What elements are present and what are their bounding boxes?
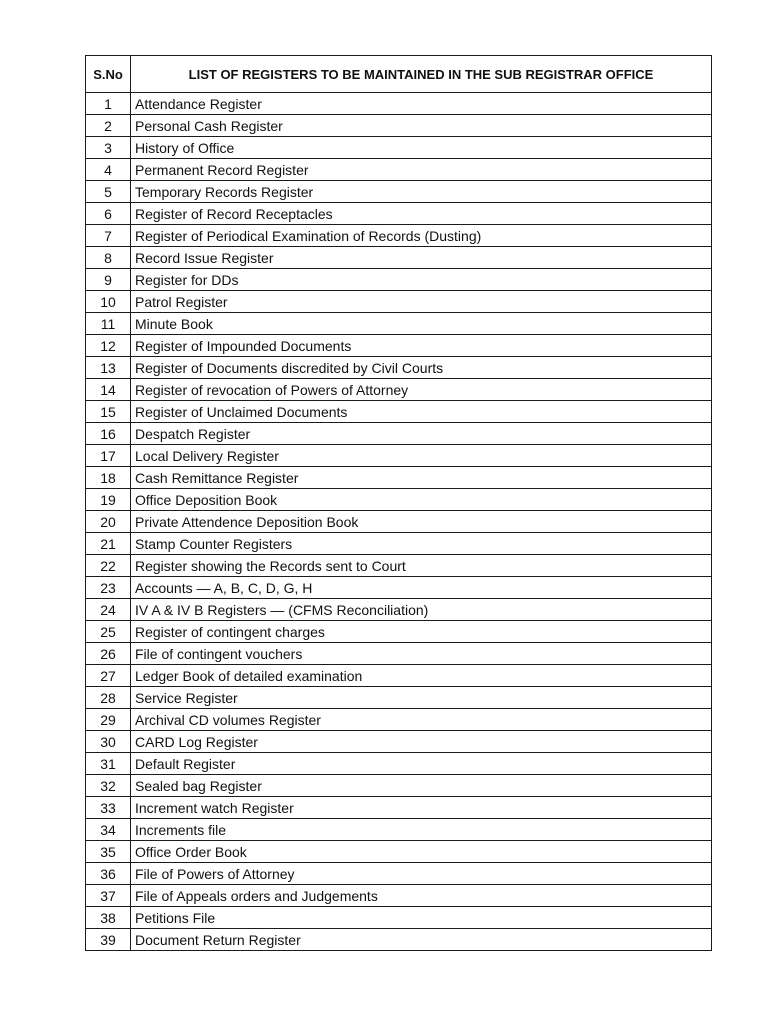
row-register-name: Stamp Counter Registers — [131, 533, 712, 555]
row-register-name: Archival CD volumes Register — [131, 709, 712, 731]
table-body — [86, 93, 712, 951]
row-register-name: Register of Documents discredited by Civil Courts — [131, 357, 712, 379]
row-sno: 11 — [86, 313, 131, 335]
row-register-name: Permanent Record Register — [131, 159, 712, 181]
row-register-name: Service Register — [131, 687, 712, 709]
row-register-name: Patrol Register — [131, 291, 712, 313]
row-register-name: Record Issue Register — [131, 247, 712, 269]
row-register-name: History of Office — [131, 137, 712, 159]
row-sno: 5 — [86, 181, 131, 203]
row-sno: 2 — [86, 115, 131, 137]
row-sno: 25 — [86, 621, 131, 643]
table-row — [86, 225, 712, 247]
row-sno: 32 — [86, 775, 131, 797]
row-sno: 12 — [86, 335, 131, 357]
table-row — [86, 247, 712, 269]
row-sno: 36 — [86, 863, 131, 885]
row-sno: 10 — [86, 291, 131, 313]
table-row — [86, 313, 712, 335]
row-sno: 4 — [86, 159, 131, 181]
table-row — [86, 731, 712, 753]
registers-table — [85, 55, 712, 951]
row-sno: 6 — [86, 203, 131, 225]
row-sno: 34 — [86, 819, 131, 841]
table-row — [86, 357, 712, 379]
table-row — [86, 797, 712, 819]
row-register-name: Register of Impounded Documents — [131, 335, 712, 357]
table-row — [86, 643, 712, 665]
row-register-name: Accounts — A, B, C, D, G, H — [131, 577, 712, 599]
table-row — [86, 467, 712, 489]
row-register-name: Register of Unclaimed Documents — [131, 401, 712, 423]
table-row — [86, 489, 712, 511]
row-sno: 17 — [86, 445, 131, 467]
table-row — [86, 885, 712, 907]
row-register-name: Personal Cash Register — [131, 115, 712, 137]
table-row — [86, 665, 712, 687]
header-row — [86, 56, 712, 93]
row-register-name: Sealed bag Register — [131, 775, 712, 797]
row-sno: 26 — [86, 643, 131, 665]
table-row — [86, 555, 712, 577]
row-register-name: Despatch Register — [131, 423, 712, 445]
table-row — [86, 137, 712, 159]
row-register-name: Register of revocation of Powers of Attorney — [131, 379, 712, 401]
row-register-name: Office Order Book — [131, 841, 712, 863]
row-sno: 38 — [86, 907, 131, 929]
table-header — [86, 56, 712, 93]
row-register-name: Temporary Records Register — [131, 181, 712, 203]
table-row — [86, 533, 712, 555]
row-sno: 8 — [86, 247, 131, 269]
row-register-name: Register of Periodical Examination of Records (Dusting) — [131, 225, 712, 247]
row-register-name: Attendance Register — [131, 93, 712, 115]
row-sno: 35 — [86, 841, 131, 863]
table-row — [86, 929, 712, 951]
row-sno: 18 — [86, 467, 131, 489]
row-register-name: Register of Record Receptacles — [131, 203, 712, 225]
header-sno: S.No — [86, 56, 131, 93]
table-row — [86, 577, 712, 599]
row-sno: 20 — [86, 511, 131, 533]
row-register-name: Ledger Book of detailed examination — [131, 665, 712, 687]
row-sno: 23 — [86, 577, 131, 599]
row-sno: 14 — [86, 379, 131, 401]
table-row — [86, 687, 712, 709]
table-row — [86, 621, 712, 643]
row-register-name: Private Attendence Deposition Book — [131, 511, 712, 533]
row-sno: 39 — [86, 929, 131, 951]
row-sno: 27 — [86, 665, 131, 687]
row-register-name: Increment watch Register — [131, 797, 712, 819]
table-row — [86, 863, 712, 885]
row-register-name: Register showing the Records sent to Court — [131, 555, 712, 577]
row-sno: 31 — [86, 753, 131, 775]
row-register-name: Petitions File — [131, 907, 712, 929]
table-row — [86, 709, 712, 731]
row-sno: 13 — [86, 357, 131, 379]
row-sno: 37 — [86, 885, 131, 907]
table-row — [86, 841, 712, 863]
row-sno: 29 — [86, 709, 131, 731]
row-sno: 1 — [86, 93, 131, 115]
row-register-name: IV A & IV B Registers — (CFMS Reconciliation) — [131, 599, 712, 621]
table-row — [86, 819, 712, 841]
table-row — [86, 445, 712, 467]
row-register-name: Register of contingent charges — [131, 621, 712, 643]
row-register-name: Cash Remittance Register — [131, 467, 712, 489]
table-row — [86, 291, 712, 313]
table-row — [86, 753, 712, 775]
table-row — [86, 181, 712, 203]
row-sno: 33 — [86, 797, 131, 819]
table-row — [86, 335, 712, 357]
row-sno: 24 — [86, 599, 131, 621]
row-sno: 16 — [86, 423, 131, 445]
table-row — [86, 401, 712, 423]
table-row — [86, 423, 712, 445]
row-sno: 21 — [86, 533, 131, 555]
row-sno: 19 — [86, 489, 131, 511]
table-row — [86, 93, 712, 115]
table-row — [86, 115, 712, 137]
table-row — [86, 599, 712, 621]
table-row — [86, 269, 712, 291]
row-sno: 3 — [86, 137, 131, 159]
row-sno: 30 — [86, 731, 131, 753]
row-sno: 22 — [86, 555, 131, 577]
table-row — [86, 159, 712, 181]
header-register-list: LIST OF REGISTERS TO BE MAINTAINED IN THE SUB REGISTRAR OFFICE — [131, 56, 712, 93]
table-row — [86, 511, 712, 533]
row-register-name: Document Return Register — [131, 929, 712, 951]
table-row — [86, 775, 712, 797]
table-row — [86, 379, 712, 401]
row-register-name: Default Register — [131, 753, 712, 775]
table-row — [86, 907, 712, 929]
row-register-name: CARD Log Register — [131, 731, 712, 753]
row-register-name: Local Delivery Register — [131, 445, 712, 467]
row-register-name: File of Powers of Attorney — [131, 863, 712, 885]
row-register-name: Minute Book — [131, 313, 712, 335]
row-register-name: Increments file — [131, 819, 712, 841]
row-sno: 7 — [86, 225, 131, 247]
row-register-name: Office Deposition Book — [131, 489, 712, 511]
row-register-name: File of contingent vouchers — [131, 643, 712, 665]
row-register-name: Register for DDs — [131, 269, 712, 291]
row-sno: 28 — [86, 687, 131, 709]
table-row — [86, 203, 712, 225]
row-register-name: File of Appeals orders and Judgements — [131, 885, 712, 907]
row-sno: 9 — [86, 269, 131, 291]
row-sno: 15 — [86, 401, 131, 423]
